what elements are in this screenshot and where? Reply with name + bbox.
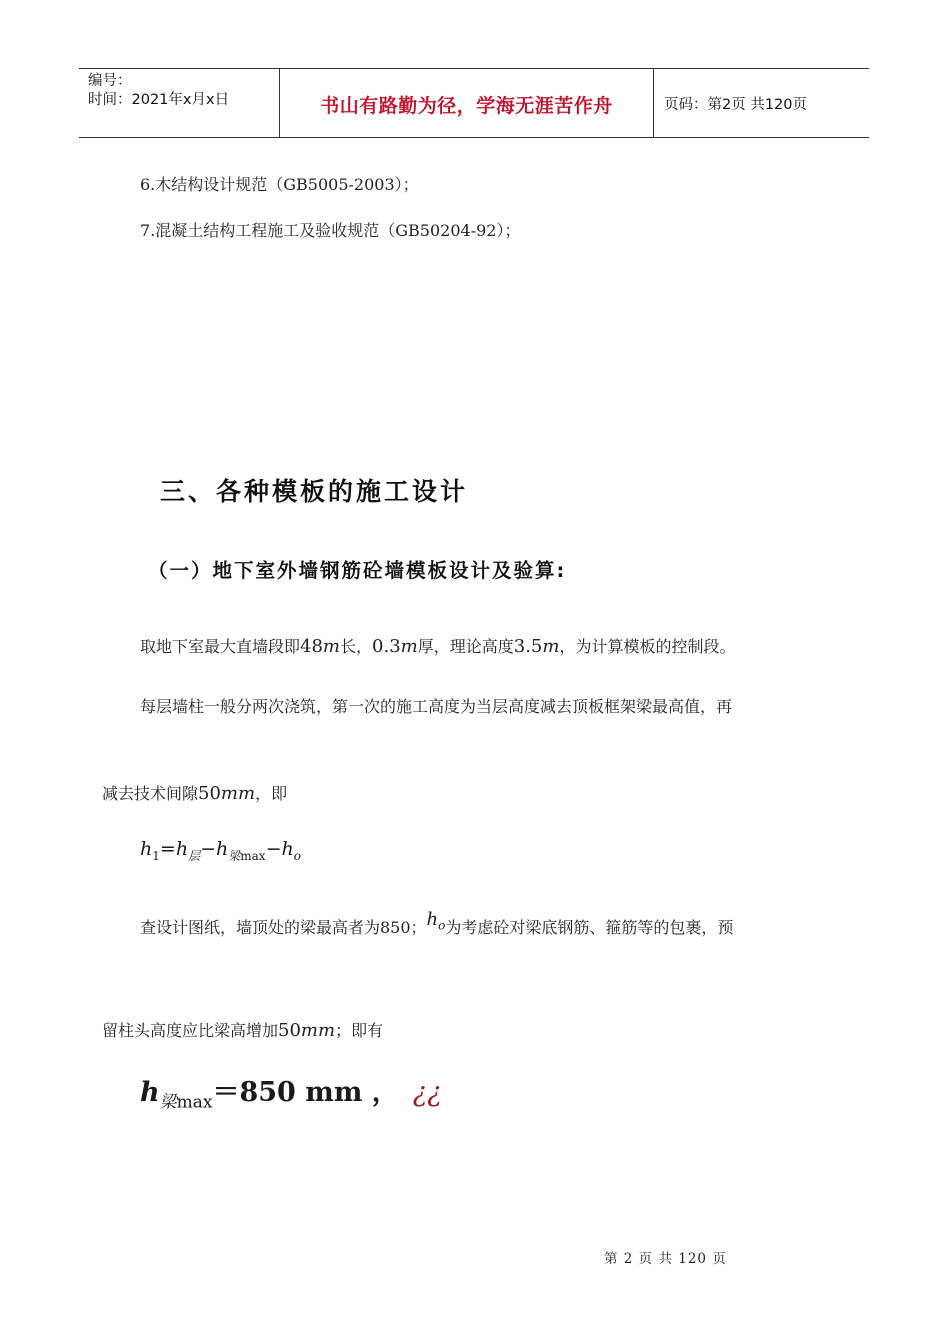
header-motto: 书山有路勤为径，学海无涯苦作舟 [320,95,613,117]
paragraph-pouring-line2: 减去技术间隙50mm，即 [102,783,288,804]
reference-item: 7.混凝土结构工程施工及验收规范（GB50204-92）； [140,221,521,240]
header-meta [88,72,229,110]
page-header [79,68,869,138]
reference-item: 6.木结构设计规范（GB5005-2003）； [140,175,419,194]
paragraph-control-section: 取地下室最大直墙段即48m长，0.3m厚，理论高度3.5m，为计算模板的控制段。 [140,636,736,657]
paragraph-beam-height-line2: 留柱头高度应比梁高增加50mm；即有 [102,1020,384,1041]
page-footer: 第 2 页 共 120 页 [604,1251,727,1267]
garbled-glyphs: ¿¿ [412,1077,442,1108]
section-title: 三、各种模板的施工设计 [160,477,469,506]
header-time: 时间：2021年x月x日 [88,92,230,108]
paragraph-beam-height-line1: 查设计图纸，墙顶处的梁最高者为850；$h_o$为考虑砼对梁底钢筋、箍筋等的包裹，预 [140,909,734,937]
formula-beam-max: $h_{梁max}=850$ mm ， ¿¿ [140,1077,442,1113]
formula-h1: $h_1=h_层-h_{梁max}-h_o$ [140,838,301,863]
header-divider [653,69,654,137]
paragraph-pouring-line1: 每层墙柱一般分两次浇筑，第一次的施工高度为当层高度减去顶板框架梁最高值，再 [140,697,733,716]
subsection-title: （一）地下室外墙钢筋砼墙模板设计及验算: [148,559,567,582]
header-page-info: 页码：第2页 共120页 [664,97,808,113]
header-number: 编号： [88,73,132,89]
